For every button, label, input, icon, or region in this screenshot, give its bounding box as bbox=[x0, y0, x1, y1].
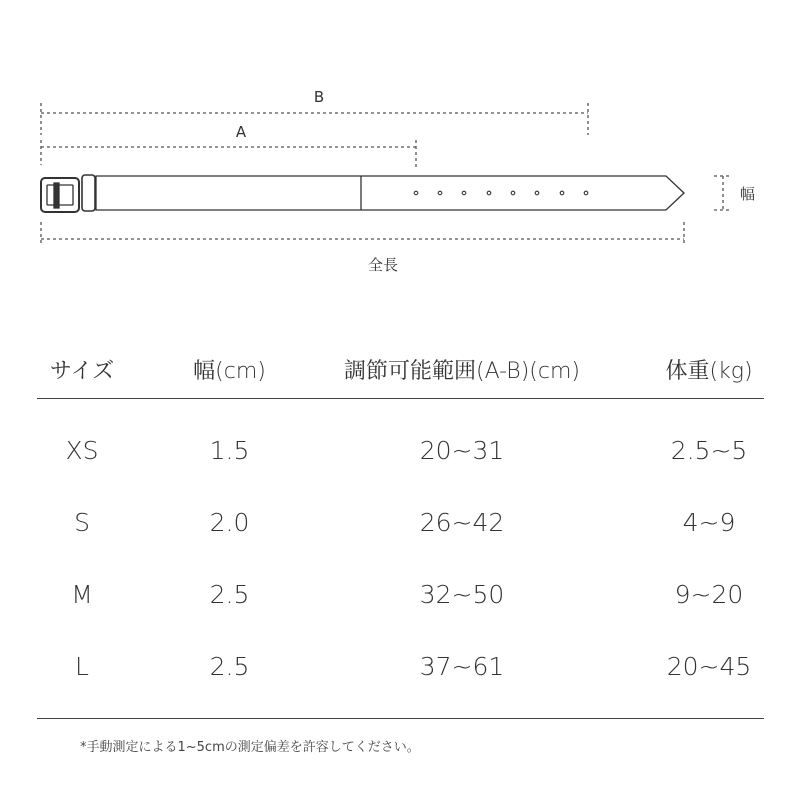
cell-range: 20~31 bbox=[419, 436, 505, 465]
label-width: 幅 bbox=[740, 185, 756, 203]
cell-weight: 2.5~5 bbox=[670, 436, 748, 465]
belt-diagram bbox=[0, 0, 800, 290]
dimension-width bbox=[714, 176, 732, 210]
label-total-length: 全長 bbox=[367, 256, 399, 274]
cell-width: 1.5 bbox=[209, 436, 250, 465]
table-row bbox=[37, 503, 764, 543]
cell-width: 2.5 bbox=[209, 580, 250, 609]
cell-size: L bbox=[75, 652, 89, 681]
label-a: A bbox=[235, 123, 247, 141]
table-bottom-divider bbox=[37, 718, 764, 719]
cell-range: 37~61 bbox=[419, 652, 505, 681]
header-divider bbox=[37, 398, 764, 399]
dimension-b bbox=[41, 103, 588, 135]
cell-range: 32~50 bbox=[419, 580, 505, 609]
cell-weight: 9~20 bbox=[674, 580, 744, 609]
label-b: B bbox=[313, 88, 325, 106]
table-row bbox=[37, 431, 764, 471]
cell-width: 2.5 bbox=[209, 652, 250, 681]
header-adjustable-range: 調節可能範囲(A-B)(cm) bbox=[344, 359, 580, 384]
cell-range: 26~42 bbox=[419, 508, 505, 537]
header-size: サイズ bbox=[49, 359, 115, 384]
dimension-a bbox=[41, 140, 416, 168]
cell-weight: 20~45 bbox=[666, 652, 752, 681]
belt-strap bbox=[96, 176, 684, 210]
cell-width: 2.0 bbox=[209, 508, 250, 537]
cell-size: M bbox=[71, 580, 93, 609]
header-weight: 体重(kg) bbox=[665, 359, 753, 384]
dimension-total bbox=[41, 222, 684, 246]
header-width: 幅(cm) bbox=[193, 359, 266, 384]
measurement-note: *手動測定による1~5cmの測定偏差を許容してください。 bbox=[80, 740, 420, 755]
table-header bbox=[37, 352, 764, 392]
table-row bbox=[37, 647, 764, 687]
belt-keeper bbox=[82, 175, 95, 211]
table-row bbox=[37, 575, 764, 615]
cell-weight: 4~9 bbox=[682, 508, 736, 537]
cell-size: S bbox=[74, 508, 90, 537]
cell-size: XS bbox=[65, 436, 99, 465]
